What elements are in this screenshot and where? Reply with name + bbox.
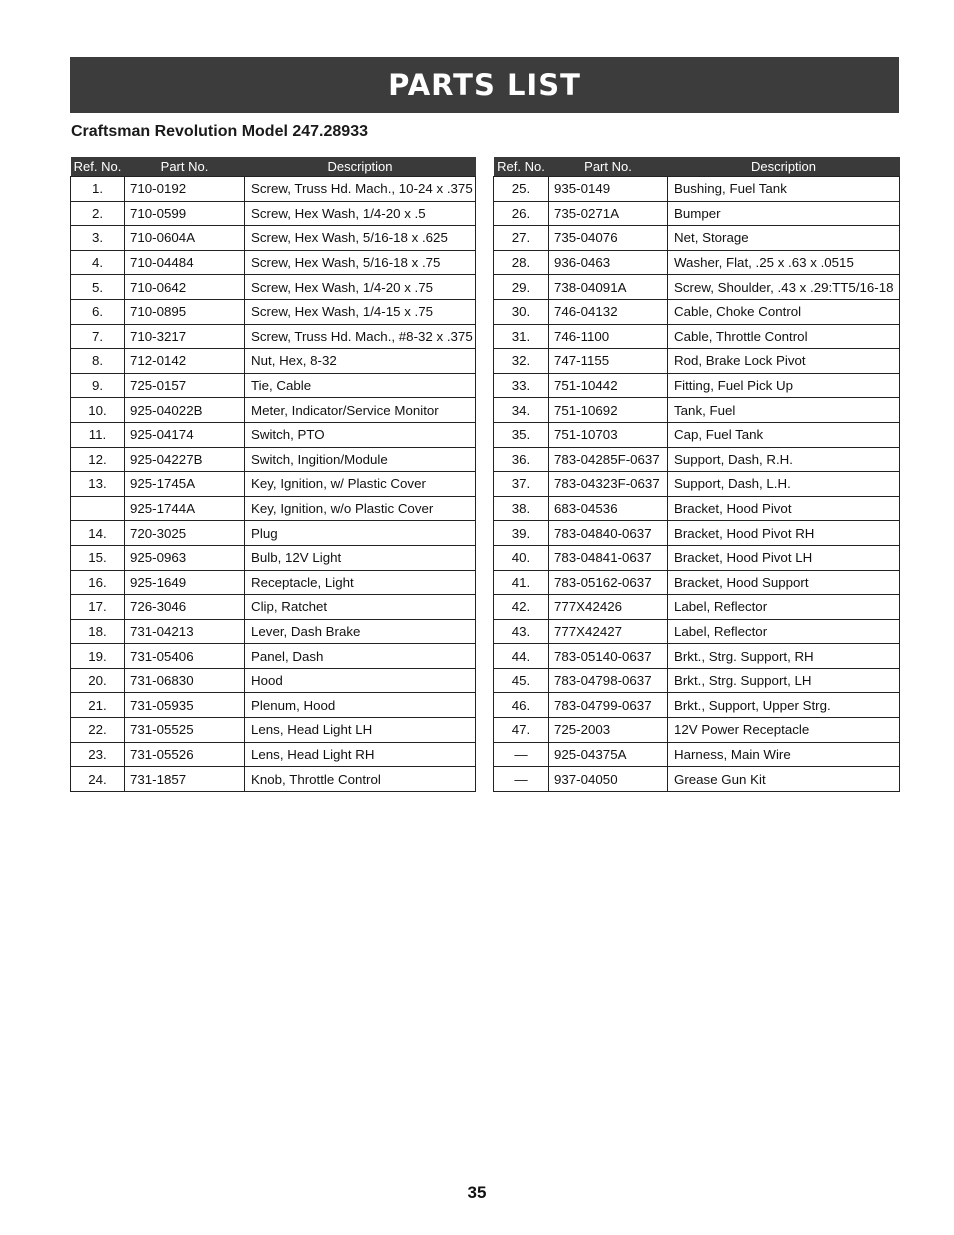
ref-cell: 45. xyxy=(494,668,549,693)
part-number-cell: 710-0604A xyxy=(125,226,245,251)
part-number-cell: 783-05140-0637 xyxy=(549,644,668,669)
description-cell: Panel, Dash xyxy=(245,644,476,669)
table-row xyxy=(71,226,476,251)
ref-cell: 26. xyxy=(494,201,549,226)
description-cell: Screw, Hex Wash, 1/4-20 x .5 xyxy=(245,201,476,226)
col-header-part: Part No. xyxy=(125,157,245,177)
ref-cell: 46. xyxy=(494,693,549,718)
description-cell: Receptacle, Light xyxy=(245,570,476,595)
description-cell: Knob, Throttle Control xyxy=(245,767,476,792)
ref-cell: 17. xyxy=(71,595,125,620)
part-number-cell: 710-04484 xyxy=(125,250,245,275)
part-number-cell: 731-1857 xyxy=(125,767,245,792)
part-number-cell: 710-0895 xyxy=(125,299,245,324)
description-cell: Clip, Ratchet xyxy=(245,595,476,620)
description-cell: Bushing, Fuel Tank xyxy=(668,177,900,202)
page-title: PARTS LIST xyxy=(388,68,581,102)
description-cell: Brkt., Strg. Support, LH xyxy=(668,668,900,693)
description-cell: Meter, Indicator/Service Monitor xyxy=(245,398,476,423)
ref-cell: 32. xyxy=(494,349,549,374)
part-number-cell: 751-10703 xyxy=(549,422,668,447)
table-row xyxy=(71,521,476,546)
part-number-cell: 925-0963 xyxy=(125,545,245,570)
part-number-cell: 710-0192 xyxy=(125,177,245,202)
ref-cell: 6. xyxy=(71,299,125,324)
part-number-cell: 925-1744A xyxy=(125,496,245,521)
part-number-cell: 710-0599 xyxy=(125,201,245,226)
description-cell: Rod, Brake Lock Pivot xyxy=(668,349,900,374)
description-cell: Label, Reflector xyxy=(668,595,900,620)
title-banner xyxy=(70,57,899,113)
description-cell: Key, Ignition, w/ Plastic Cover xyxy=(245,472,476,497)
table-row xyxy=(494,398,900,423)
table-row xyxy=(494,226,900,251)
part-number-cell: 735-04076 xyxy=(549,226,668,251)
description-cell: Label, Reflector xyxy=(668,619,900,644)
ref-cell: 41. xyxy=(494,570,549,595)
description-cell: Screw, Hex Wash, 1/4-15 x .75 xyxy=(245,299,476,324)
col-header-ref: Ref. No. xyxy=(71,157,125,177)
ref-cell: 39. xyxy=(494,521,549,546)
ref-cell: 33. xyxy=(494,373,549,398)
ref-cell: 25. xyxy=(494,177,549,202)
ref-cell: 14. xyxy=(71,521,125,546)
ref-cell: 27. xyxy=(494,226,549,251)
description-cell: Plug xyxy=(245,521,476,546)
table-row xyxy=(494,349,900,374)
parts-table-right-body xyxy=(494,177,900,792)
description-cell: Bracket, Hood Support xyxy=(668,570,900,595)
part-number-cell: 683-04536 xyxy=(549,496,668,521)
part-number-cell: 751-10692 xyxy=(549,398,668,423)
description-cell: Washer, Flat, .25 x .63 x .0515 xyxy=(668,250,900,275)
description-cell: Nut, Hex, 8-32 xyxy=(245,349,476,374)
table-row xyxy=(71,570,476,595)
description-cell: Screw, Hex Wash, 5/16-18 x .75 xyxy=(245,250,476,275)
ref-cell: 40. xyxy=(494,545,549,570)
ref-cell: 4. xyxy=(71,250,125,275)
table-row xyxy=(494,742,900,767)
part-number-cell: 783-04841-0637 xyxy=(549,545,668,570)
ref-cell: 35. xyxy=(494,422,549,447)
table-row xyxy=(494,545,900,570)
table-header-row xyxy=(494,157,900,177)
table-row xyxy=(494,324,900,349)
description-cell: Harness, Main Wire xyxy=(668,742,900,767)
part-number-cell: 726-3046 xyxy=(125,595,245,620)
part-number-cell: 936-0463 xyxy=(549,250,668,275)
ref-cell: 11. xyxy=(71,422,125,447)
table-row xyxy=(494,201,900,226)
table-row xyxy=(494,422,900,447)
part-number-cell: 731-05525 xyxy=(125,718,245,743)
description-cell: Brkt., Support, Upper Strg. xyxy=(668,693,900,718)
ref-cell: 28. xyxy=(494,250,549,275)
table-row xyxy=(71,299,476,324)
table-row xyxy=(71,644,476,669)
part-number-cell: 925-04022B xyxy=(125,398,245,423)
ref-cell: 24. xyxy=(71,767,125,792)
col-header-part: Part No. xyxy=(549,157,668,177)
description-cell: Tie, Cable xyxy=(245,373,476,398)
part-number-cell: 925-04174 xyxy=(125,422,245,447)
table-row xyxy=(71,545,476,570)
description-cell: Support, Dash, L.H. xyxy=(668,472,900,497)
ref-cell: 42. xyxy=(494,595,549,620)
description-cell: Screw, Truss Hd. Mach., 10-24 x .375 xyxy=(245,177,476,202)
ref-cell: 44. xyxy=(494,644,549,669)
part-number-cell: 783-05162-0637 xyxy=(549,570,668,595)
ref-cell: 47. xyxy=(494,718,549,743)
table-row xyxy=(71,201,476,226)
part-number-cell: 735-0271A xyxy=(549,201,668,226)
description-cell: Screw, Hex Wash, 5/16-18 x .625 xyxy=(245,226,476,251)
ref-cell: 36. xyxy=(494,447,549,472)
table-row xyxy=(71,668,476,693)
part-number-cell: 751-10442 xyxy=(549,373,668,398)
part-number-cell: 731-05935 xyxy=(125,693,245,718)
part-number-cell: 925-1649 xyxy=(125,570,245,595)
description-cell: 12V Power Receptacle xyxy=(668,718,900,743)
part-number-cell: 746-04132 xyxy=(549,299,668,324)
table-row xyxy=(494,472,900,497)
table-row xyxy=(71,349,476,374)
ref-cell: 19. xyxy=(71,644,125,669)
ref-cell: 43. xyxy=(494,619,549,644)
description-cell: Hood xyxy=(245,668,476,693)
ref-cell: 1. xyxy=(71,177,125,202)
table-row xyxy=(494,644,900,669)
part-number-cell: 925-04375A xyxy=(549,742,668,767)
ref-cell: — xyxy=(494,742,549,767)
table-row xyxy=(71,324,476,349)
table-row xyxy=(494,521,900,546)
part-number-cell: 783-04799-0637 xyxy=(549,693,668,718)
part-number-cell: 783-04840-0637 xyxy=(549,521,668,546)
part-number-cell: 725-0157 xyxy=(125,373,245,398)
ref-cell: 31. xyxy=(494,324,549,349)
part-number-cell: 777X42427 xyxy=(549,619,668,644)
part-number-cell: 731-05526 xyxy=(125,742,245,767)
description-cell: Screw, Hex Wash, 1/4-20 x .75 xyxy=(245,275,476,300)
part-number-cell: 925-04227B xyxy=(125,447,245,472)
ref-cell: 37. xyxy=(494,472,549,497)
table-row xyxy=(71,718,476,743)
ref-cell: 29. xyxy=(494,275,549,300)
table-row xyxy=(71,472,476,497)
parts-table-right xyxy=(493,157,900,792)
table-row xyxy=(71,742,476,767)
description-cell: Switch, PTO xyxy=(245,422,476,447)
description-cell: Switch, Ingition/Module xyxy=(245,447,476,472)
description-cell: Bumper xyxy=(668,201,900,226)
part-number-cell: 925-1745A xyxy=(125,472,245,497)
ref-cell: 16. xyxy=(71,570,125,595)
description-cell: Plenum, Hood xyxy=(245,693,476,718)
description-cell: Fitting, Fuel Pick Up xyxy=(668,373,900,398)
part-number-cell: 783-04323F-0637 xyxy=(549,472,668,497)
part-number-cell: 710-3217 xyxy=(125,324,245,349)
description-cell: Grease Gun Kit xyxy=(668,767,900,792)
ref-cell: 13. xyxy=(71,472,125,497)
page-number: 35 xyxy=(467,1183,487,1202)
table-row xyxy=(71,250,476,275)
description-cell: Lever, Dash Brake xyxy=(245,619,476,644)
part-number-cell: 777X42426 xyxy=(549,595,668,620)
description-cell: Support, Dash, R.H. xyxy=(668,447,900,472)
description-cell: Cap, Fuel Tank xyxy=(668,422,900,447)
part-number-cell: 738-04091A xyxy=(549,275,668,300)
part-number-cell: 731-05406 xyxy=(125,644,245,669)
description-cell: Net, Storage xyxy=(668,226,900,251)
description-cell: Cable, Choke Control xyxy=(668,299,900,324)
part-number-cell: 710-0642 xyxy=(125,275,245,300)
part-number-cell: 937-04050 xyxy=(549,767,668,792)
parts-table-left xyxy=(70,157,476,792)
table-row xyxy=(494,718,900,743)
table-row xyxy=(494,767,900,792)
table-row xyxy=(494,275,900,300)
parts-table-left-body xyxy=(71,177,476,792)
ref-cell: 30. xyxy=(494,299,549,324)
table-row xyxy=(71,496,476,521)
part-number-cell: 731-06830 xyxy=(125,668,245,693)
part-number-cell: 731-04213 xyxy=(125,619,245,644)
description-cell: Bracket, Hood Pivot RH xyxy=(668,521,900,546)
col-header-ref: Ref. No. xyxy=(494,157,549,177)
description-cell: Screw, Truss Hd. Mach., #8-32 x .375 xyxy=(245,324,476,349)
ref-cell: 22. xyxy=(71,718,125,743)
description-cell: Tank, Fuel xyxy=(668,398,900,423)
ref-cell: 21. xyxy=(71,693,125,718)
table-row xyxy=(71,177,476,202)
ref-cell: 20. xyxy=(71,668,125,693)
description-cell: Brkt., Strg. Support, RH xyxy=(668,644,900,669)
description-cell: Lens, Head Light RH xyxy=(245,742,476,767)
ref-cell: 23. xyxy=(71,742,125,767)
table-row xyxy=(494,373,900,398)
table-row xyxy=(494,496,900,521)
table-row xyxy=(494,668,900,693)
ref-cell: 5. xyxy=(71,275,125,300)
table-row xyxy=(494,570,900,595)
part-number-cell: 747-1155 xyxy=(549,349,668,374)
ref-cell: 15. xyxy=(71,545,125,570)
col-header-description: Description xyxy=(668,157,900,177)
description-cell: Bracket, Hood Pivot xyxy=(668,496,900,521)
description-cell: Screw, Shoulder, .43 x .29:TT5/16-18 xyxy=(668,275,900,300)
ref-cell: 3. xyxy=(71,226,125,251)
part-number-cell: 712-0142 xyxy=(125,349,245,374)
part-number-cell: 935-0149 xyxy=(549,177,668,202)
table-row xyxy=(494,177,900,202)
description-cell: Lens, Head Light LH xyxy=(245,718,476,743)
description-cell: Bracket, Hood Pivot LH xyxy=(668,545,900,570)
table-row xyxy=(494,619,900,644)
table-row xyxy=(71,619,476,644)
part-number-cell: 746-1100 xyxy=(549,324,668,349)
ref-cell: — xyxy=(494,767,549,792)
ref-cell: 38. xyxy=(494,496,549,521)
table-row xyxy=(494,447,900,472)
part-number-cell: 725-2003 xyxy=(549,718,668,743)
part-number-cell: 783-04285F-0637 xyxy=(549,447,668,472)
table-row xyxy=(71,693,476,718)
table-row xyxy=(494,250,900,275)
ref-cell: 10. xyxy=(71,398,125,423)
ref-cell: 8. xyxy=(71,349,125,374)
ref-cell: 9. xyxy=(71,373,125,398)
ref-cell: 2. xyxy=(71,201,125,226)
ref-cell xyxy=(71,496,125,521)
table-row xyxy=(494,595,900,620)
table-row xyxy=(71,767,476,792)
ref-cell: 34. xyxy=(494,398,549,423)
description-cell: Key, Ignition, w/o Plastic Cover xyxy=(245,496,476,521)
ref-cell: 18. xyxy=(71,619,125,644)
table-row xyxy=(71,595,476,620)
model-subtitle: Craftsman Revolution Model 247.28933 xyxy=(71,123,368,140)
description-cell: Cable, Throttle Control xyxy=(668,324,900,349)
table-row xyxy=(494,693,900,718)
part-number-cell: 783-04798-0637 xyxy=(549,668,668,693)
table-row xyxy=(494,299,900,324)
ref-cell: 12. xyxy=(71,447,125,472)
part-number-cell: 720-3025 xyxy=(125,521,245,546)
table-row xyxy=(71,447,476,472)
ref-cell: 7. xyxy=(71,324,125,349)
col-header-description: Description xyxy=(245,157,476,177)
table-row xyxy=(71,275,476,300)
description-cell: Bulb, 12V Light xyxy=(245,545,476,570)
table-row xyxy=(71,373,476,398)
table-header-row xyxy=(71,157,476,177)
table-row xyxy=(71,422,476,447)
table-row xyxy=(71,398,476,423)
